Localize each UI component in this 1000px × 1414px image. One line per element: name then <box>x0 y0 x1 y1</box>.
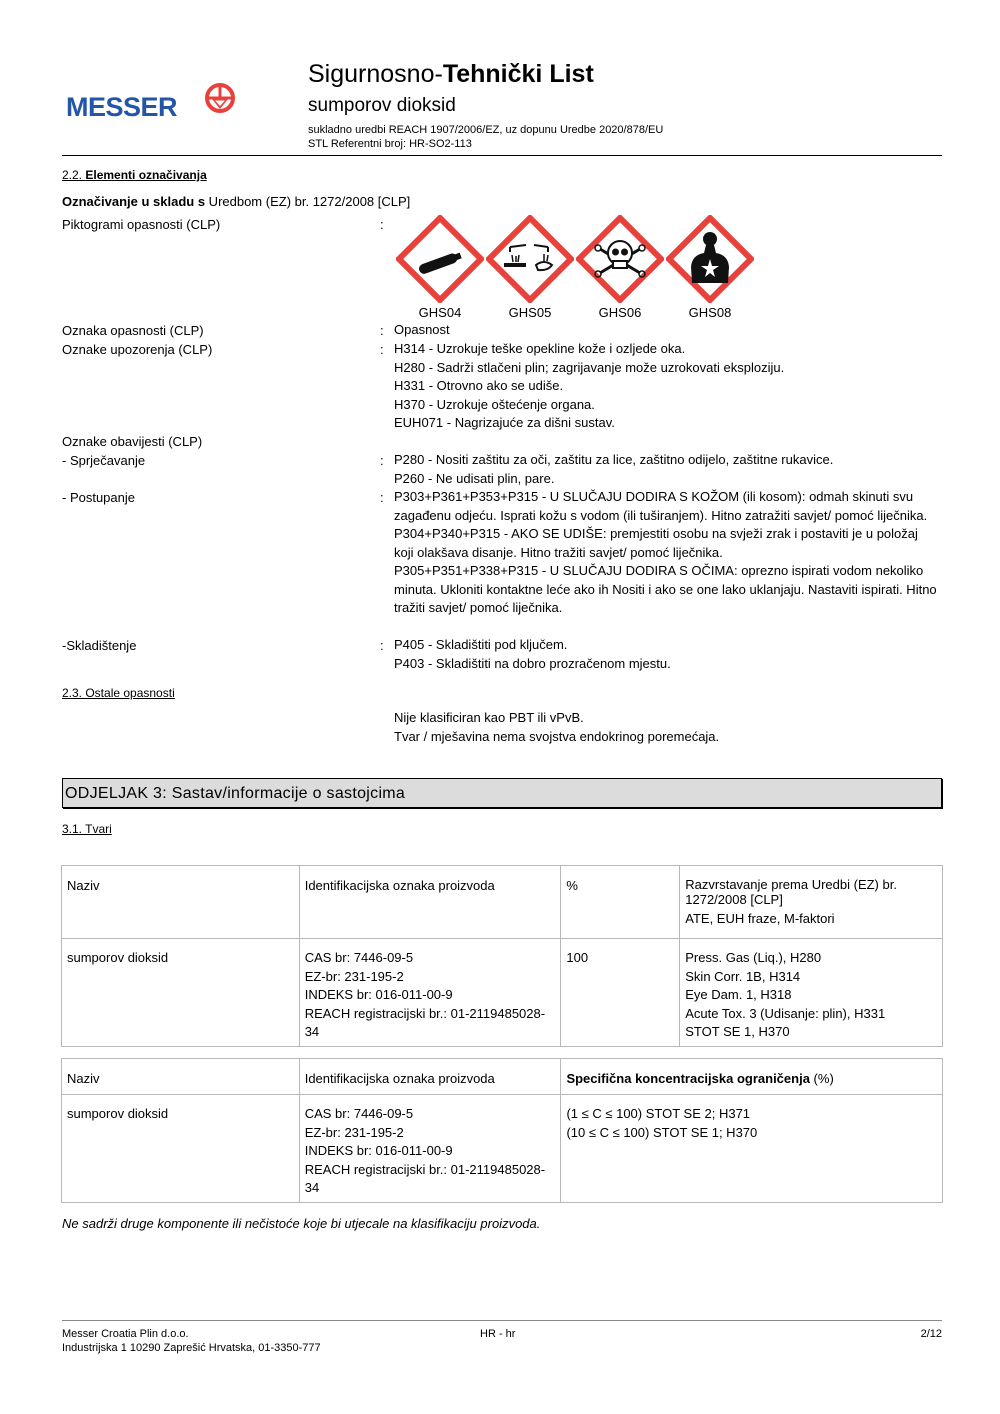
column-header: Naziv <box>62 866 300 939</box>
identifier: REACH registracijski br.: 01-2119485028-34 <box>304 1005 546 1039</box>
signal-word-label: Oznaka opasnosti (CLP) <box>62 323 204 338</box>
reference-number: STL Referentni broj: HR-SO2-113 <box>308 138 472 150</box>
corrosion-icon <box>486 215 574 303</box>
column-header: Identifikacijska oznaka proizvoda <box>299 866 561 939</box>
health-hazard-icon <box>666 215 754 303</box>
identifier: INDEKS br: 016-011-00-9 <box>304 1143 453 1158</box>
logo-text: MESSER <box>66 92 178 122</box>
colon: : <box>380 323 384 338</box>
classification-item: Acute Tox. 3 (Udisanje: plin), H331 <box>685 1005 886 1021</box>
section-3-title: ODJELJAK 3: Sastav/informacije o sastojcima <box>65 785 406 802</box>
precautionary-statement: P403 - Skladištiti na dobro prozračenom mjestu. <box>394 655 671 671</box>
limit-item: (1 ≤ C ≤ 100) STOT SE 2; H371 <box>566 1106 751 1121</box>
classification-item: Press. Gas (Liq.), H280 <box>685 950 822 965</box>
precautionary-statement: P303+P361+P353+P315 - U SLUČAJU DODIRA S KOŽOM (ili kosom): odmah skinuti svu zagađenu odjeću. Isprati kožu s vodom (ili tuširanjem). Hitno zatražiti savjet/ pomoć liječnika. <box>394 489 928 523</box>
hazard-statement: EUH071 - Nagrizajuće za dišni sustav. <box>394 415 615 430</box>
colon: : <box>380 453 384 468</box>
hazard-statement: H370 - Uzrokuje oštećenje organa. <box>394 396 595 412</box>
pictograms-label: Piktogrami opasnosti (CLP) <box>62 217 221 232</box>
classification <box>680 939 943 1047</box>
response-label: - Postupanje <box>62 490 135 505</box>
column-header <box>680 866 943 939</box>
pictogram-code: GHS05 <box>508 305 552 320</box>
column-header: Identifikacijska oznaka proizvoda <box>299 1059 561 1095</box>
concentration-limits <box>561 1095 943 1203</box>
identifier: CAS br: 7446-09-5 <box>304 1106 414 1121</box>
section-title: Elementi označivanja <box>85 168 207 182</box>
messer-logo <box>66 82 236 126</box>
section-3-1-heading: 3.1. Tvari <box>62 822 112 836</box>
title-regular: Sigurnosno- <box>308 60 443 88</box>
labelling-line <box>62 194 410 209</box>
classification-header-extra: ATE, EUH fraze, M-faktori <box>685 911 835 926</box>
limit-item: (10 ≤ C ≤ 100) STOT SE 1; H370 <box>566 1124 758 1140</box>
identifier: REACH registracijski br.: 01-2119485028-34 <box>304 1161 546 1195</box>
classification-item: STOT SE 1, H370 <box>685 1024 790 1039</box>
section-2-3-heading: 2.3. Ostale opasnosti <box>62 686 175 700</box>
signal-word: Opasnost <box>394 322 450 337</box>
identifier: EZ-br: 231-195-2 <box>304 1124 404 1140</box>
classification-item: Eye Dam. 1, H318 <box>685 987 792 1002</box>
classification-item: Skin Corr. 1B, H314 <box>685 968 801 984</box>
colon: : <box>380 490 384 505</box>
precautionary-statement: P305+P351+P338+P315 - U SLUČAJU DODIRA S OČIMA: oprezno ispirati vodom nekoliko minuta. Ukloniti kontaktne leće ako ih Nositi i ako se one lako uklanjaju. Nastaviti ispirati. Hitno tražiti savjet/ pomoć liječnika. <box>394 563 937 615</box>
composition-note: Ne sadrži druge komponente ili nečistoće koje bi utjecale na klasifikaciju proizvoda. <box>62 1216 541 1231</box>
product-identifiers <box>299 1095 561 1203</box>
pictogram-code: GHS06 <box>598 305 642 320</box>
section-2-2-heading <box>62 168 207 182</box>
messer-logo-icon <box>204 82 236 114</box>
percent-value: 100 <box>561 939 680 1047</box>
hazard-statement: H314 - Uzrokuje teške opekline kože i ozljede oka. <box>394 341 686 356</box>
substance-name: sumporov dioksid <box>62 939 300 1047</box>
title-bold: Tehnički List <box>442 60 594 88</box>
colon: : <box>380 217 384 232</box>
composition-table <box>61 865 943 1047</box>
labelling-regulation: Uredbom (EZ) br. 1272/2008 [CLP] <box>205 194 411 209</box>
footer-company: Messer Croatia Plin d.o.o. <box>62 1328 189 1340</box>
precautionary-statement: P260 - Ne udisati plin, pare. <box>394 470 555 486</box>
header-divider <box>62 155 942 156</box>
storage-statements <box>394 636 944 673</box>
regulation-text: sukladno uredbi REACH 1907/2006/EZ, uz dopunu Uredbe 2020/878/EU <box>308 124 664 136</box>
prevention-statements <box>394 451 944 488</box>
identifier: EZ-br: 231-195-2 <box>304 968 404 984</box>
product-name: sumporov dioksid <box>308 95 456 116</box>
precautionary-statement: P405 - Skladištiti pod ključem. <box>394 637 568 652</box>
table-row <box>62 1095 943 1203</box>
column-header: % <box>561 866 680 939</box>
pictogram-code: GHS08 <box>688 305 732 320</box>
table-header-row <box>62 866 943 939</box>
column-header <box>561 1059 943 1095</box>
concentration-limits-table <box>61 1058 943 1203</box>
section-number: 2.2. <box>62 168 83 182</box>
colon: : <box>380 638 384 653</box>
pictogram-code: GHS04 <box>418 305 462 320</box>
identifier: INDEKS br: 016-011-00-9 <box>304 987 453 1002</box>
precautionary-statement: P304+P340+P315 - AKO SE UDIŠE: premjestiti osobu na svježi zrak i postaviti je u položaj koji olakšava disanje. Hitno tražiti savjet/ pomoć liječnika. <box>394 526 918 560</box>
substance-name: sumporov dioksid <box>62 1095 300 1203</box>
hazard-statements <box>394 340 944 433</box>
hazard-statement: H280 - Sadrži stlačeni plin; zagrijavanje može uzrokovati eksploziju. <box>394 359 785 375</box>
section-3-header <box>62 778 942 808</box>
limits-header-bold: Specifična koncentracijska ograničenja <box>566 1071 810 1086</box>
table-row <box>62 939 943 1047</box>
response-statements <box>394 488 940 618</box>
document-title <box>308 60 594 89</box>
prevention-label: - Sprječavanje <box>62 453 146 468</box>
limits-header-unit: (%) <box>809 1071 834 1086</box>
other-hazard-line: Nije klasificiran kao PBT ili vPvB. <box>394 710 584 725</box>
identifier: CAS br: 7446-09-5 <box>304 950 414 965</box>
other-hazards <box>394 709 944 746</box>
gas-cylinder-icon <box>396 215 484 303</box>
precautionary-label: Oznake obavijesti (CLP) <box>62 434 203 449</box>
labelling-bold: Označivanje u skladu s <box>62 194 206 209</box>
footer-address: Industrijska 1 10290 Zaprešić Hrvatska, 01-3350-777 <box>62 1342 321 1354</box>
product-identifiers <box>299 939 561 1047</box>
colon: : <box>380 342 384 357</box>
other-hazard-line: Tvar / mješavina nema svojstva endokrinog poremećaja. <box>394 728 720 744</box>
skull-crossbones-icon <box>576 215 664 303</box>
page-number: 2/12 <box>920 1328 942 1340</box>
footer-divider <box>62 1320 942 1321</box>
column-header: Naziv <box>62 1059 300 1095</box>
table-header-row <box>62 1059 943 1095</box>
storage-label: -Skladištenje <box>62 638 137 653</box>
hazard-statements-label: Oznake upozorenja (CLP) <box>62 342 213 357</box>
footer-language: HR - hr <box>480 1328 516 1340</box>
hazard-statement: H331 - Otrovno ako se udiše. <box>394 378 564 393</box>
classification-header: Razvrstavanje prema Uredbi (EZ) br. 1272/2008 [CLP] <box>685 877 897 907</box>
precautionary-statement: P280 - Nositi zaštitu za oči, zaštitu za lice, zaštitno odijelo, zaštitne rukavice. <box>394 452 834 467</box>
